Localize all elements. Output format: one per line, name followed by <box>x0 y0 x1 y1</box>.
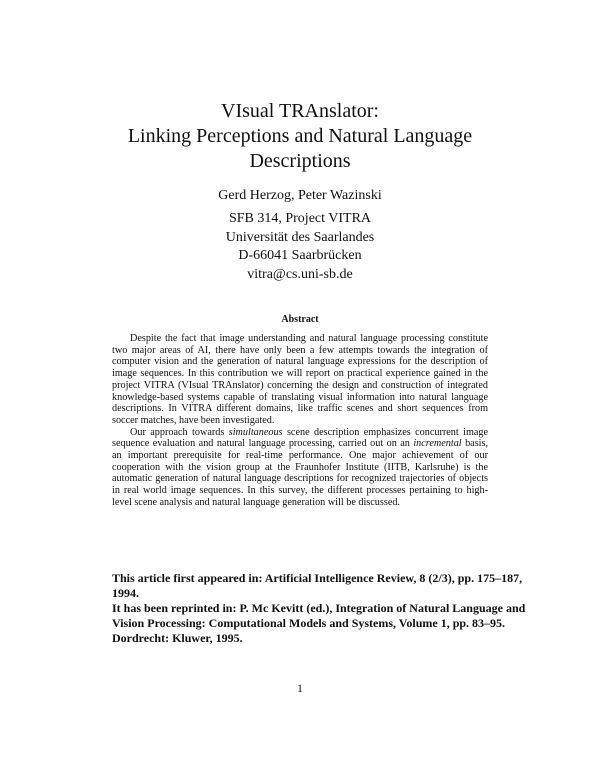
title-line-3: Descriptions <box>249 150 351 172</box>
abstract-paragraph-2-end: basis, an important prerequisite for real-time performance. One major achievement of our cooperation with the vision group at the Fraunhofer Institute (IITB, Karlsruhe) is the automatic generation of natural language descriptions for recognized trajectories of objects in real world image sequences. In this survey, the different processes pertaining to high-level scene analysis and natural language generation will be discussed. <box>112 438 489 508</box>
author-list: Gerd Herzog, Peter Wazinski <box>218 188 382 203</box>
first-appeared-note: This article first appeared in: Artificial Intelligence Review, 8 (2/3), pp. 175–187, 1994. <box>112 571 523 600</box>
abstract-paragraph-2 <box>112 427 488 509</box>
title-line-1: VIsual TRAnslator: <box>221 100 379 122</box>
abstract-paragraph-2-start: Our approach towards <box>130 426 229 438</box>
affiliation-line-3: D-66041 Saarbrücken <box>238 248 362 263</box>
page-number: 1 <box>297 681 303 695</box>
abstract-paragraph-1: Despite the fact that image understanding and natural language processing constitute two major areas of AI, there have only been a few attempts towards the integration of computer vision and the generation of natural language expressions for the description of image sequences. In this contribution we will report on practical experience gained in the project VITRA (VIsual TRAnslator) concerning the design and construction of integrated knowledge-based systems capable of translating visual information into natural language descriptions. In VITRA different domains, like traffic scenes and short sequences from soccer matches, have been investigated. <box>112 333 488 426</box>
emphasis-incremental: incremental <box>413 438 462 450</box>
publication-note <box>112 571 532 646</box>
reprinted-note: It has been reprinted in: P. Mc Kevitt (ed.), Integration of Natural Language and Vision Processing: Computational Models and Systems, Volume 1, pp. 83–95. Dordrecht: Kluwer, 1995. <box>112 601 526 645</box>
contact-email: vitra@cs.uni-sb.de <box>247 266 353 282</box>
affiliation-line-1: SFB 314, Project VITRA <box>228 211 372 226</box>
abstract-body <box>112 333 488 509</box>
affiliation-line-2: Universität des Saarlandes <box>225 229 375 245</box>
title-line-2: Linking Perceptions and Natural Language <box>127 125 473 147</box>
abstract-heading: Abstract <box>281 314 319 325</box>
emphasis-simultaneous: simultaneous <box>228 426 283 438</box>
paper-title <box>60 99 540 174</box>
abstract-paragraph-2-middle: scene description emphasizes concurrent image sequence evaluation and natural language processing, carried out on an <box>112 426 489 450</box>
affiliation-block <box>60 210 540 284</box>
